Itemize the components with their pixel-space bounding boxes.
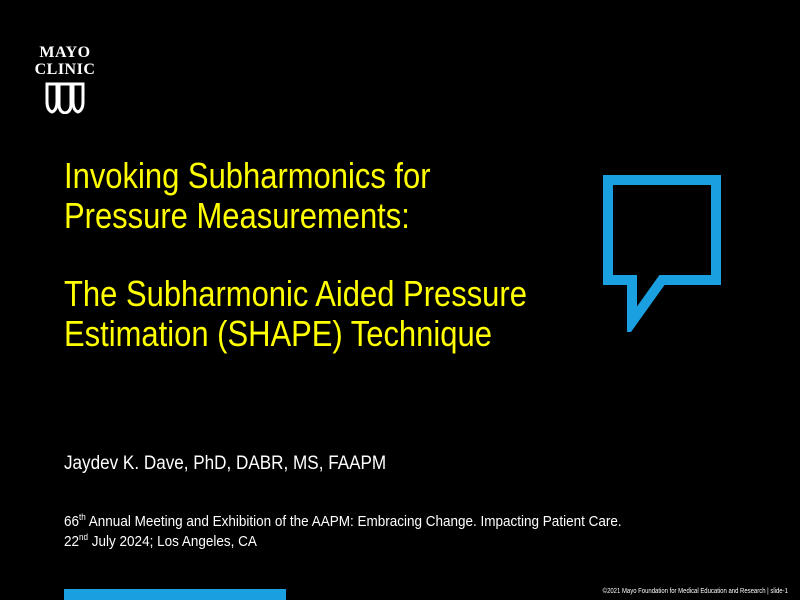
meeting-line-1 (64, 512, 694, 532)
meeting-number-suffix: th (79, 512, 86, 522)
title-line-4: Estimation (SHAPE) Technique (64, 313, 492, 354)
slide-title (64, 156, 528, 354)
logo-line-1: MAYO (39, 44, 91, 61)
speech-bubble-icon (600, 172, 724, 332)
logo-line-2: CLINIC (34, 61, 96, 78)
footer-copyright: ©2021 Mayo Foundation for Medical Education and Research | slide-1 (602, 588, 788, 595)
meeting-number: 66 (64, 513, 80, 530)
meeting-day-suffix: nd (79, 532, 89, 542)
mayo-shields-icon (45, 82, 85, 114)
footer-accent-bar (64, 589, 286, 600)
meeting-name: Annual Meeting and Exhibition of the AAPM: Embracing Change. Impacting Patient Care. (85, 513, 622, 530)
meeting-day: 22 (64, 533, 80, 550)
title-line-2: Pressure Measurements: (64, 195, 410, 236)
meeting-info (64, 512, 694, 552)
meeting-line-2 (64, 532, 694, 552)
meeting-date-location: July 2024; Los Angeles, CA (88, 533, 257, 550)
title-line-1: Invoking Subharmonics for (64, 155, 431, 196)
title-line-3: The Subharmonic Aided Pressure (64, 273, 527, 314)
mayo-clinic-logo (34, 44, 96, 114)
author-name: Jaydev K. Dave, PhD, DABR, MS, FAAPM (64, 453, 387, 474)
